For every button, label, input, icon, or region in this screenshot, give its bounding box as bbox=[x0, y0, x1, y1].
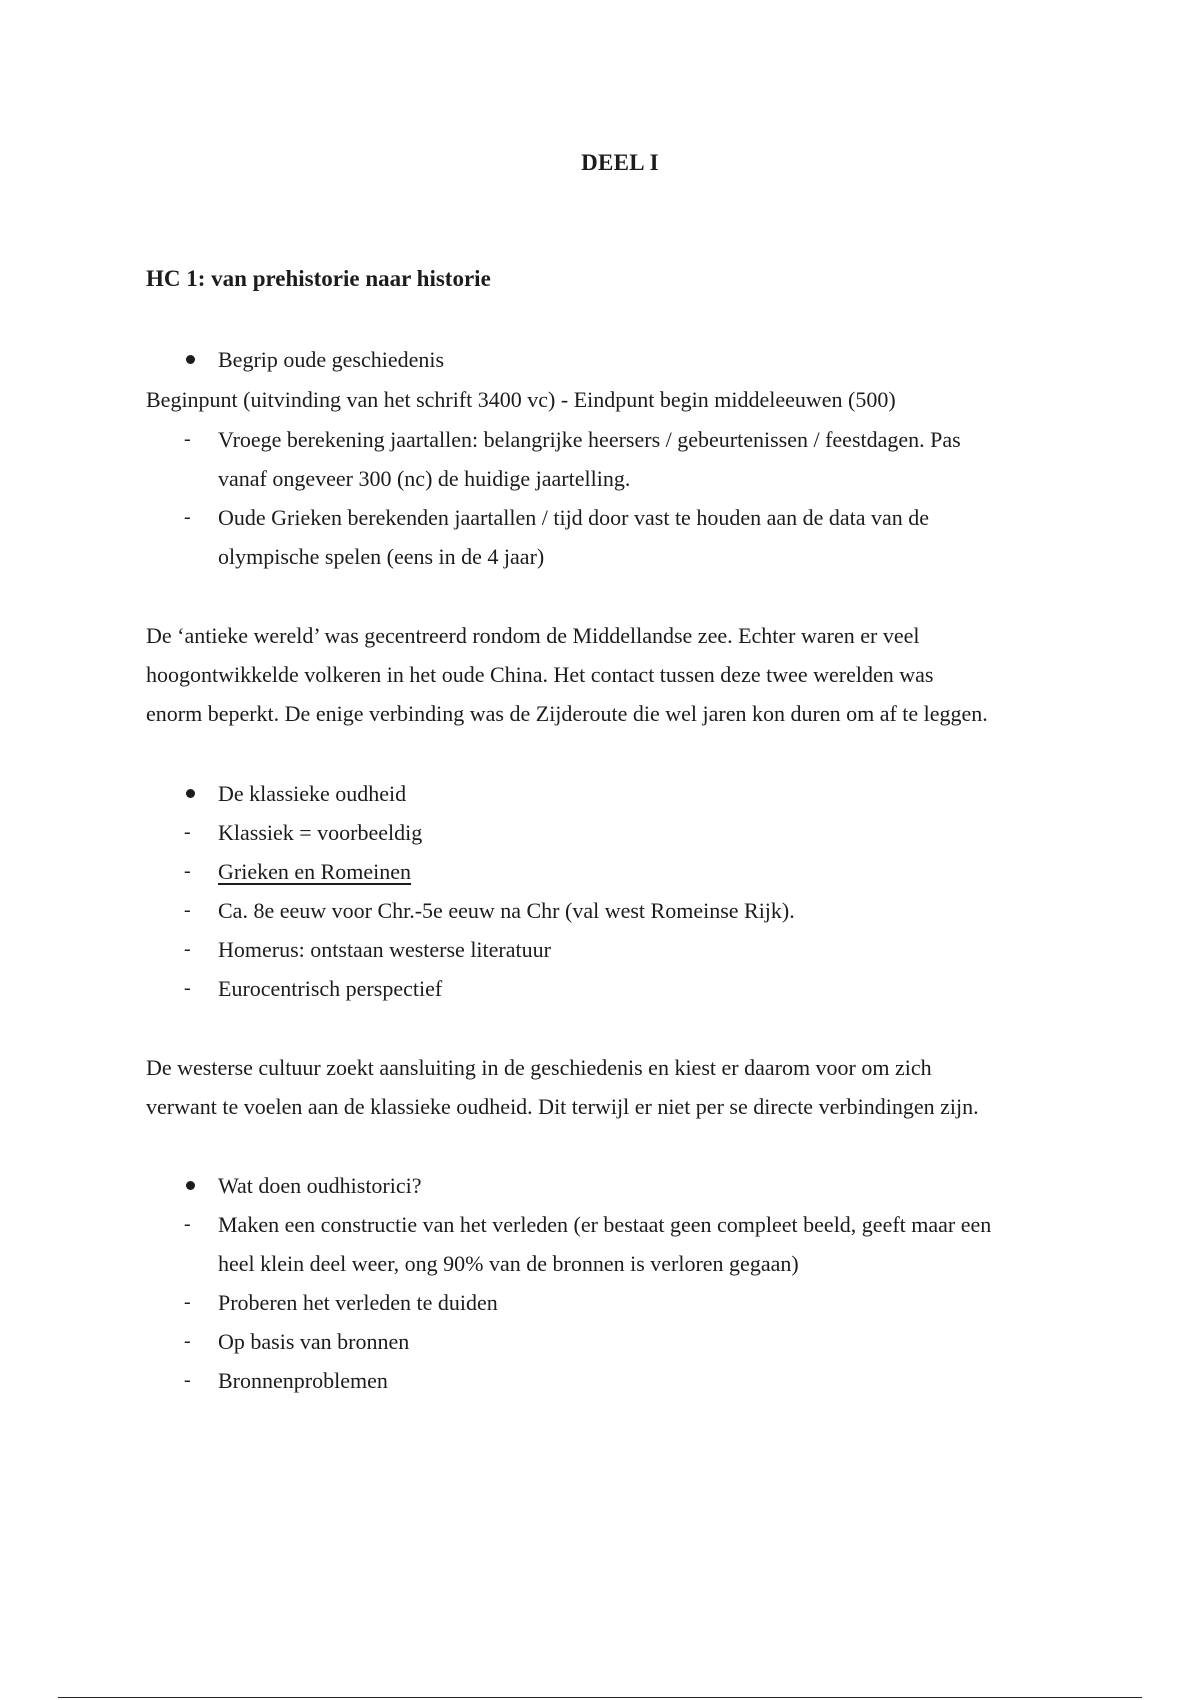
beginpunt-line: Beginpunt (uitvinding van het schrift 3400 vc) - Eindpunt begin middeleeuwen (500) bbox=[146, 387, 896, 412]
dash-item-duiden: Proberen het verleden te duiden bbox=[218, 1290, 498, 1315]
dash-item-vroege-berekening-line2: vanaf ongeveer 300 (nc) de huidige jaartelling. bbox=[218, 466, 631, 491]
bullet-dot bbox=[186, 355, 195, 364]
dash-marker: - bbox=[184, 899, 191, 921]
dash-marker: - bbox=[184, 428, 191, 450]
dash-item-constructie-line2: heel klein deel weer, ong 90% van de bronnen is verloren gegaan) bbox=[218, 1251, 799, 1276]
footer-divider bbox=[58, 1697, 1142, 1698]
dash-item-oude-grieken-line1: Oude Grieken berekenden jaartallen / tijd door vast te houden aan de data van de bbox=[218, 505, 930, 530]
paragraph2-line1: De westerse cultuur zoekt aansluiting in de geschiedenis en kiest er daarom voor om zich bbox=[146, 1055, 932, 1080]
paragraph2-line2: verwant te voelen aan de klassieke oudheid. Dit terwijl er niet per se directe verbindingen zijn. bbox=[146, 1094, 979, 1119]
dash-item-constructie-line1: Maken een constructie van het verleden (er bestaat geen compleet beeld, geeft maar een bbox=[218, 1212, 992, 1237]
bullet-klassieke-oudheid: De klassieke oudheid bbox=[218, 781, 407, 806]
dash-marker: - bbox=[184, 506, 191, 528]
dash-item-tijdperk: Ca. 8e eeuw voor Chr.-5e eeuw na Chr (val west Romeinse Rijk). bbox=[218, 898, 795, 923]
dash-marker: - bbox=[184, 860, 191, 882]
dash-item-bronnenproblemen: Bronnenproblemen bbox=[218, 1368, 388, 1393]
dash-marker: - bbox=[184, 1291, 191, 1313]
chapter-heading: HC 1: van prehistorie naar historie bbox=[146, 266, 491, 291]
dash-item-eurocentrisch: Eurocentrisch perspectief bbox=[218, 976, 443, 1001]
dash-marker: - bbox=[184, 938, 191, 960]
bullet-begrip-oude-geschiedenis: Begrip oude geschiedenis bbox=[218, 347, 445, 372]
paragraph1-line2: hoogontwikkelde volkeren in het oude China. Het contact tussen deze twee werelden was bbox=[146, 662, 934, 687]
dash-item-vroege-berekening-line1: Vroege berekening jaartallen: belangrijke heersers / gebeurtenissen / feestdagen. Pas bbox=[218, 427, 961, 452]
dash-item-oude-grieken-line2: olympische spelen (eens in de 4 jaar) bbox=[218, 544, 545, 569]
bullet-wat-doen-oudhistorici: Wat doen oudhistorici? bbox=[218, 1173, 422, 1198]
dash-marker: - bbox=[184, 977, 191, 999]
bullet-dot bbox=[186, 789, 195, 798]
document-title: DEEL I bbox=[581, 150, 659, 175]
paragraph1-line3: enorm beperkt. De enige verbinding was de Zijderoute die wel jaren kon duren om af te leggen. bbox=[146, 701, 988, 726]
dash-item-homerus: Homerus: ontstaan westerse literatuur bbox=[218, 937, 551, 962]
dash-marker: - bbox=[184, 1369, 191, 1391]
dash-marker: - bbox=[184, 1213, 191, 1235]
dash-marker: - bbox=[184, 821, 191, 843]
dash-item-klassiek: Klassiek = voorbeeldig bbox=[218, 820, 423, 845]
dash-item-grieken-romeinen: Grieken en Romeinen bbox=[218, 859, 412, 884]
dash-item-bronnen: Op basis van bronnen bbox=[218, 1329, 410, 1354]
paragraph1-line1: De ‘antieke wereld’ was gecentreerd rondom de Middellandse zee. Echter waren er veel bbox=[146, 623, 920, 648]
dash-marker: - bbox=[184, 1330, 191, 1352]
bullet-dot bbox=[186, 1181, 195, 1190]
